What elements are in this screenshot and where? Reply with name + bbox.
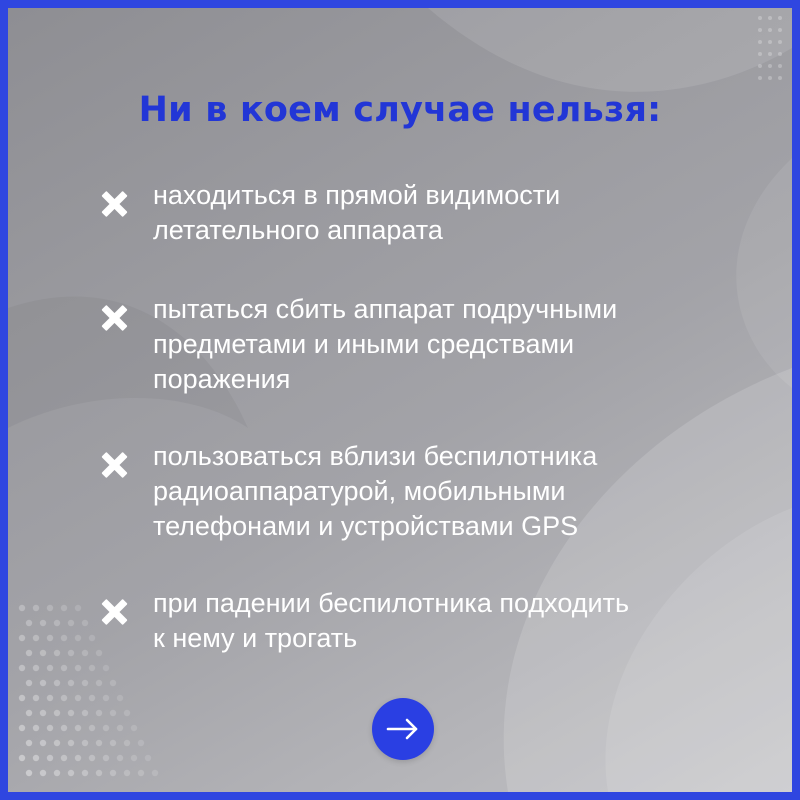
cross-icon (100, 598, 128, 626)
list-item-line: радиоаппаратурой, мобильными (153, 476, 566, 506)
list-item-line: пытаться сбить аппарат подручными (153, 294, 618, 324)
next-button[interactable] (372, 698, 434, 760)
cross-icon (100, 451, 128, 479)
page-title: Ни в коем случае нельзя: (138, 90, 662, 130)
list-item-line: поражения (153, 364, 291, 394)
list-item-text (153, 178, 723, 248)
list-item-text (153, 586, 723, 656)
list-item-text (153, 439, 723, 544)
list-item-line: при падении беспилотника подходить (153, 588, 630, 618)
list-item-line: пользоваться вблизи беспилотника (153, 441, 598, 471)
list-item-line: летательного аппарата (153, 215, 443, 245)
cross-icon (100, 190, 128, 218)
list-item-text (153, 292, 723, 397)
list-item-line: к нему и трогать (153, 623, 358, 653)
cross-icon (100, 304, 128, 332)
arrow-right-icon (385, 713, 421, 745)
list-item-line: находиться в прямой видимости (153, 180, 561, 210)
list-item-line: телефонами и устройствами GPS (153, 511, 579, 541)
list-item-line: предметами и иными средствами (153, 329, 575, 359)
